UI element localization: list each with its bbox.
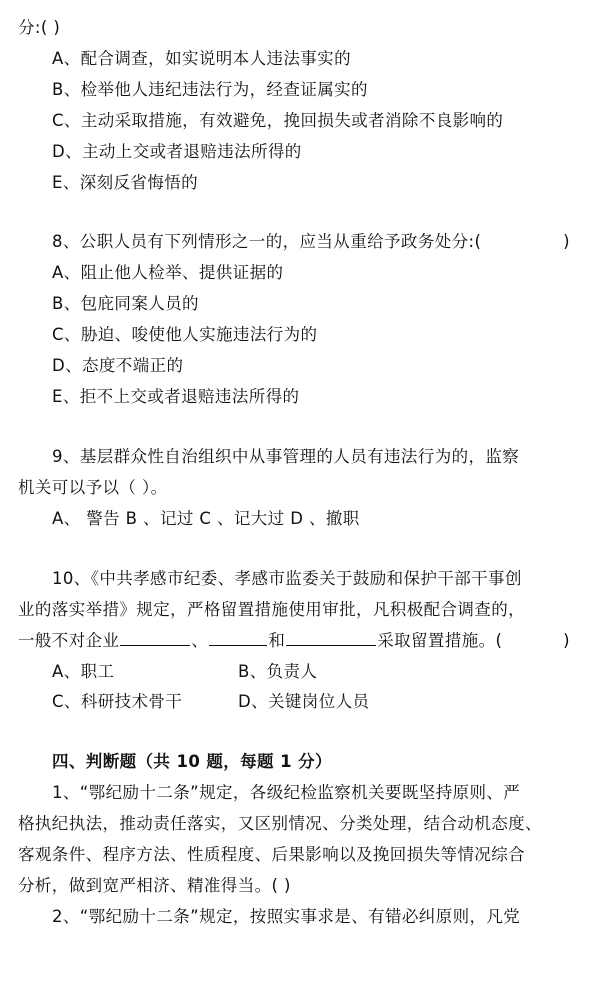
q10-option-a: A、职工 [52, 662, 115, 681]
q10-line3-suffix: 采取留置措施。( [377, 631, 503, 650]
q10-stem-line3 [18, 629, 570, 653]
q10-option-b: B、负责人 [238, 662, 318, 681]
q8-option-d: D、态度不端正的 [52, 356, 184, 375]
q10-line3-sep: 、 [191, 631, 209, 650]
q8-option-b: B、包庇同案人员的 [52, 294, 199, 313]
q9-stem-line1: 9、基层群众性自治组织中从事管理的人员有违法行为的，监察 [52, 447, 520, 466]
q10-line3-and: 和 [268, 631, 286, 650]
q10-option-c: C、科研技术骨干 [52, 692, 183, 711]
q10-blank-1 [120, 629, 190, 646]
q8-option-a: A、阻止他人检举、提供证据的 [52, 263, 284, 282]
q10-option-d: D、关键岗位人员 [238, 692, 370, 711]
prev-option-b: B、检举他人违纪违法行为，经查证属实的 [52, 80, 368, 99]
q8-option-c: C、胁迫、唆使他人实施违法行为的 [52, 325, 318, 344]
prev-question-tail: 分:( ) [18, 18, 61, 37]
judge1-line4: 分析，做到宽严相济、精准得当。( ) [18, 876, 291, 895]
prev-option-e: E、深刻反省悔悟的 [52, 173, 199, 192]
q10-stem-line2: 业的落实举措》规定，严格留置措施使用审批，凡积极配合调查的， [18, 600, 525, 619]
q10-line3-body [18, 629, 502, 653]
q9-options: A、 警告 B 、记过 C 、记大过 D 、撤职 [52, 509, 360, 528]
section-heading: 四、判断题（共 10 题，每题 1 分） [52, 752, 332, 771]
judge2-line1: 2、“鄂纪励十二条”规定，按照实事求是、有错必纠原则，凡党 [52, 907, 521, 926]
q10-blank-2 [209, 629, 267, 646]
prev-option-d: D、主动上交或者退赔违法所得的 [52, 142, 302, 161]
judge1-line3: 客观条件、程序方法、性质程度、后果影响以及挽回损失等情况综合 [18, 845, 525, 864]
prev-option-a: A、配合调查，如实说明本人违法事实的 [52, 49, 351, 68]
judge1-line2: 格执纪执法，推动责任落实，又区别情况、分类处理，结合动机态度、 [18, 814, 542, 833]
q8-option-e: E、拒不上交或者退赔违法所得的 [52, 387, 300, 406]
q10-stem-line1: 10、《中共孝感市纪委、孝感市监委关于鼓励和保护干部干事创 [52, 569, 522, 588]
q10-blank-3 [286, 629, 376, 646]
q10-line3-prefix: 一般不对企业 [18, 631, 120, 650]
prev-option-c: C、主动采取措施，有效避免，挽回损失或者消除不良影响的 [52, 111, 504, 130]
q8-paren-close: ) [563, 232, 570, 251]
q8-stem [52, 230, 570, 254]
judge1-line1: 1、“鄂纪励十二条”规定，各级纪检监察机关要既坚持原则、严 [52, 783, 521, 802]
q8-stem-text: 8、公职人员有下列情形之一的，应当从重给予政务处分:( [52, 232, 482, 251]
q9-stem-line2: 机关可以予以（ ）。 [18, 478, 168, 497]
q10-paren-close: ) [563, 631, 570, 650]
